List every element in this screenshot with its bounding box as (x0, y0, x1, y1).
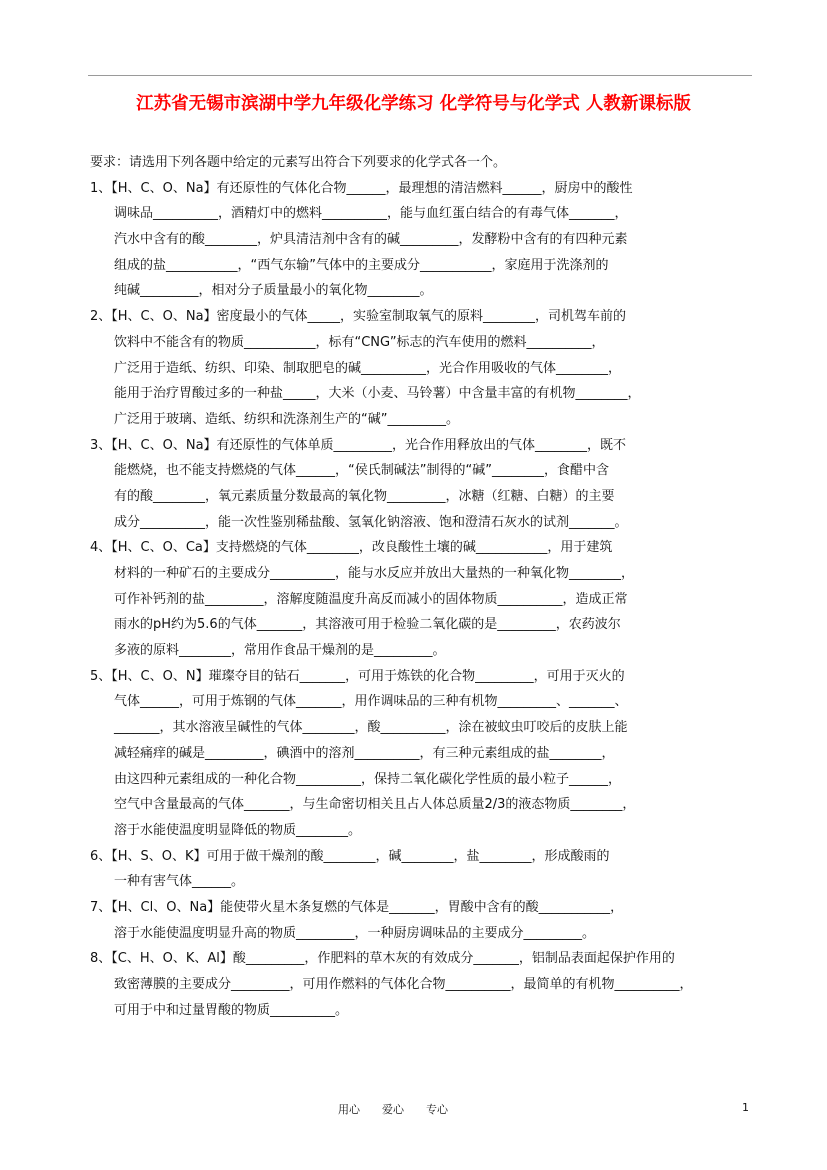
question-3-line-3: 有的酸________，氧元素质量分数最高的氧化物_________，冰糖（红糖、白糖）的主要 (114, 488, 615, 504)
question-7-line-2: 溶于水能使温度明显升高的物质_________，一种厨房调味品的主要成分_________。 (114, 925, 596, 941)
question-1-line-3: 汽水中含有的酸________，炉具清洁剂中含有的碱_________，发酵粉中含有的有四种元素 (114, 232, 628, 248)
question-2-line-3: 广泛用于造纸、纺织、印染、制取肥皂的碱__________，光合作用吸收的气体________， (114, 360, 622, 376)
question-4-line-2: 材料的一种矿石的主要成分__________，能与水反应并放出大量热的一种氧化物________， (114, 566, 635, 581)
question-1-line-2: 调味品__________，酒精灯中的燃料__________，能与血红蛋白结合的有毒气体_______， (114, 206, 628, 222)
question-4-line-4: 雨水的pH约为5.6的气体_______，其溶液可用于检验二氧化碳的是_________，农药波尔 (114, 617, 621, 633)
question-5-line-5: 由这四种元素组成的一种化合物__________，保持二氧化碳化学性质的最小粒子______， (114, 771, 622, 787)
header-rule (88, 75, 752, 76)
question-5-line-1: 5、【H、C、O、N】璀璨夺目的钻石_______，可用于炼铁的化合物_________，可用于灭火的 (90, 668, 625, 684)
question-3-line-1: 3、【H、C、O、Na】有还原性的气体单质_________，光合作用释放出的气体________，既不 (90, 437, 627, 453)
question-3-line-2: 能燃烧，也不能支持燃烧的气体______，“侯氏制碱法”制得的“碱”________，食醋中含 (114, 463, 609, 479)
question-5-line-3: _______，其水溶液呈碱性的气体________，酸__________，涂在被蚊虫叮咬后的皮肤上能 (114, 720, 628, 736)
question-7-line-1: 7、【H、Cl、O、Na】能使带火星木条复燃的气体是_______，胃酸中含有的酸___________， (90, 899, 624, 915)
question-2-line-1: 2、【H、C、O、Na】密度最小的气体_____，实验室制取氧气的原料________，司机驾车前的 (90, 309, 627, 325)
question-2-line-2: 饮料中不能含有的物质___________，标有“CNG”标志的汽车使用的燃料__________， (114, 334, 605, 350)
question-4-line-5: 多液的原料________，常用作食品干燥剂的是_________。 (114, 643, 446, 659)
question-3-line-4: 成分__________，能一次性鉴别稀盐酸、氢氧化钠溶液、饱和澄清石灰水的试剂_______。 (114, 514, 628, 530)
question-8-line-2: 致密薄膜的主要成分_________，可用作燃料的气体化合物__________，最简单的有机物__________， (114, 977, 693, 992)
exercise-content (90, 150, 790, 1023)
question-5-line-7: 溶于水能使温度明显降低的物质________。 (114, 822, 362, 838)
requirement-text: 要求：请选用下列各题中给定的元素写出符合下列要求的化学式各一个。 (90, 155, 507, 170)
question-2-line-5: 广泛用于玻璃、造纸、纺织和洗涤剂生产的“碱”_________。 (114, 411, 459, 427)
question-5-line-6: 空气中含量最高的气体_______，与生命密切相关且占人体总质量2/3的液态物质________， (114, 797, 636, 813)
question-6-line-1: 6、【H、S、O、K】可用于做干燥剂的酸________，碱________，盐________，形成酸雨的 (90, 848, 610, 864)
question-4-line-1: 4、【H、C、O、Ca】支持燃烧的气体________，改良酸性土壤的碱___________，用于建筑 (90, 540, 613, 556)
question-1-line-1: 1、【H、C、O、Na】有还原性的气体化合物______，最理想的清洁燃料______，厨房中的酸性 (90, 180, 633, 196)
question-5-line-4: 减轻痛痒的碱是_________，碘酒中的溶剂__________，有三种元素组成的盐________， (114, 745, 615, 761)
page-title: 江苏省无锡市滨湖中学九年级化学练习 化学符号与化学式 人教新课标版 (136, 94, 691, 114)
question-8-line-1: 8、【C、H、O、K、Al】酸_________，作肥料的草木灰的有效成分_______，铝制品表面起保护作用的 (90, 951, 675, 967)
question-6-line-2: 一种有害气体______。 (114, 874, 245, 890)
question-2-line-4: 能用于治疗胃酸过多的一种盐_____，大米（小麦、马铃薯）中含量丰富的有机物________， (114, 386, 641, 402)
question-8-line-3: 可用于中和过量胃酸的物质__________。 (114, 1002, 349, 1018)
question-4-line-3: 可作补钙剂的盐_________，溶解度随温度升高反而减小的固体物质__________，造成正常 (114, 591, 628, 607)
footer-motto: 用心 爱心 专心 (338, 1103, 448, 1116)
question-1-line-4: 组成的盐___________，“西气东输”气体中的主要成分___________，家庭用于洗涤剂的 (114, 257, 609, 273)
question-5-line-2: 气体______，可用于炼钢的气体_______，用作调味品的三种有机物_________、_______、 (114, 694, 628, 710)
page-number: 1 (742, 1101, 749, 1114)
question-1-line-5: 纯碱_________，相对分子质量最小的氧化物________。 (114, 283, 433, 299)
